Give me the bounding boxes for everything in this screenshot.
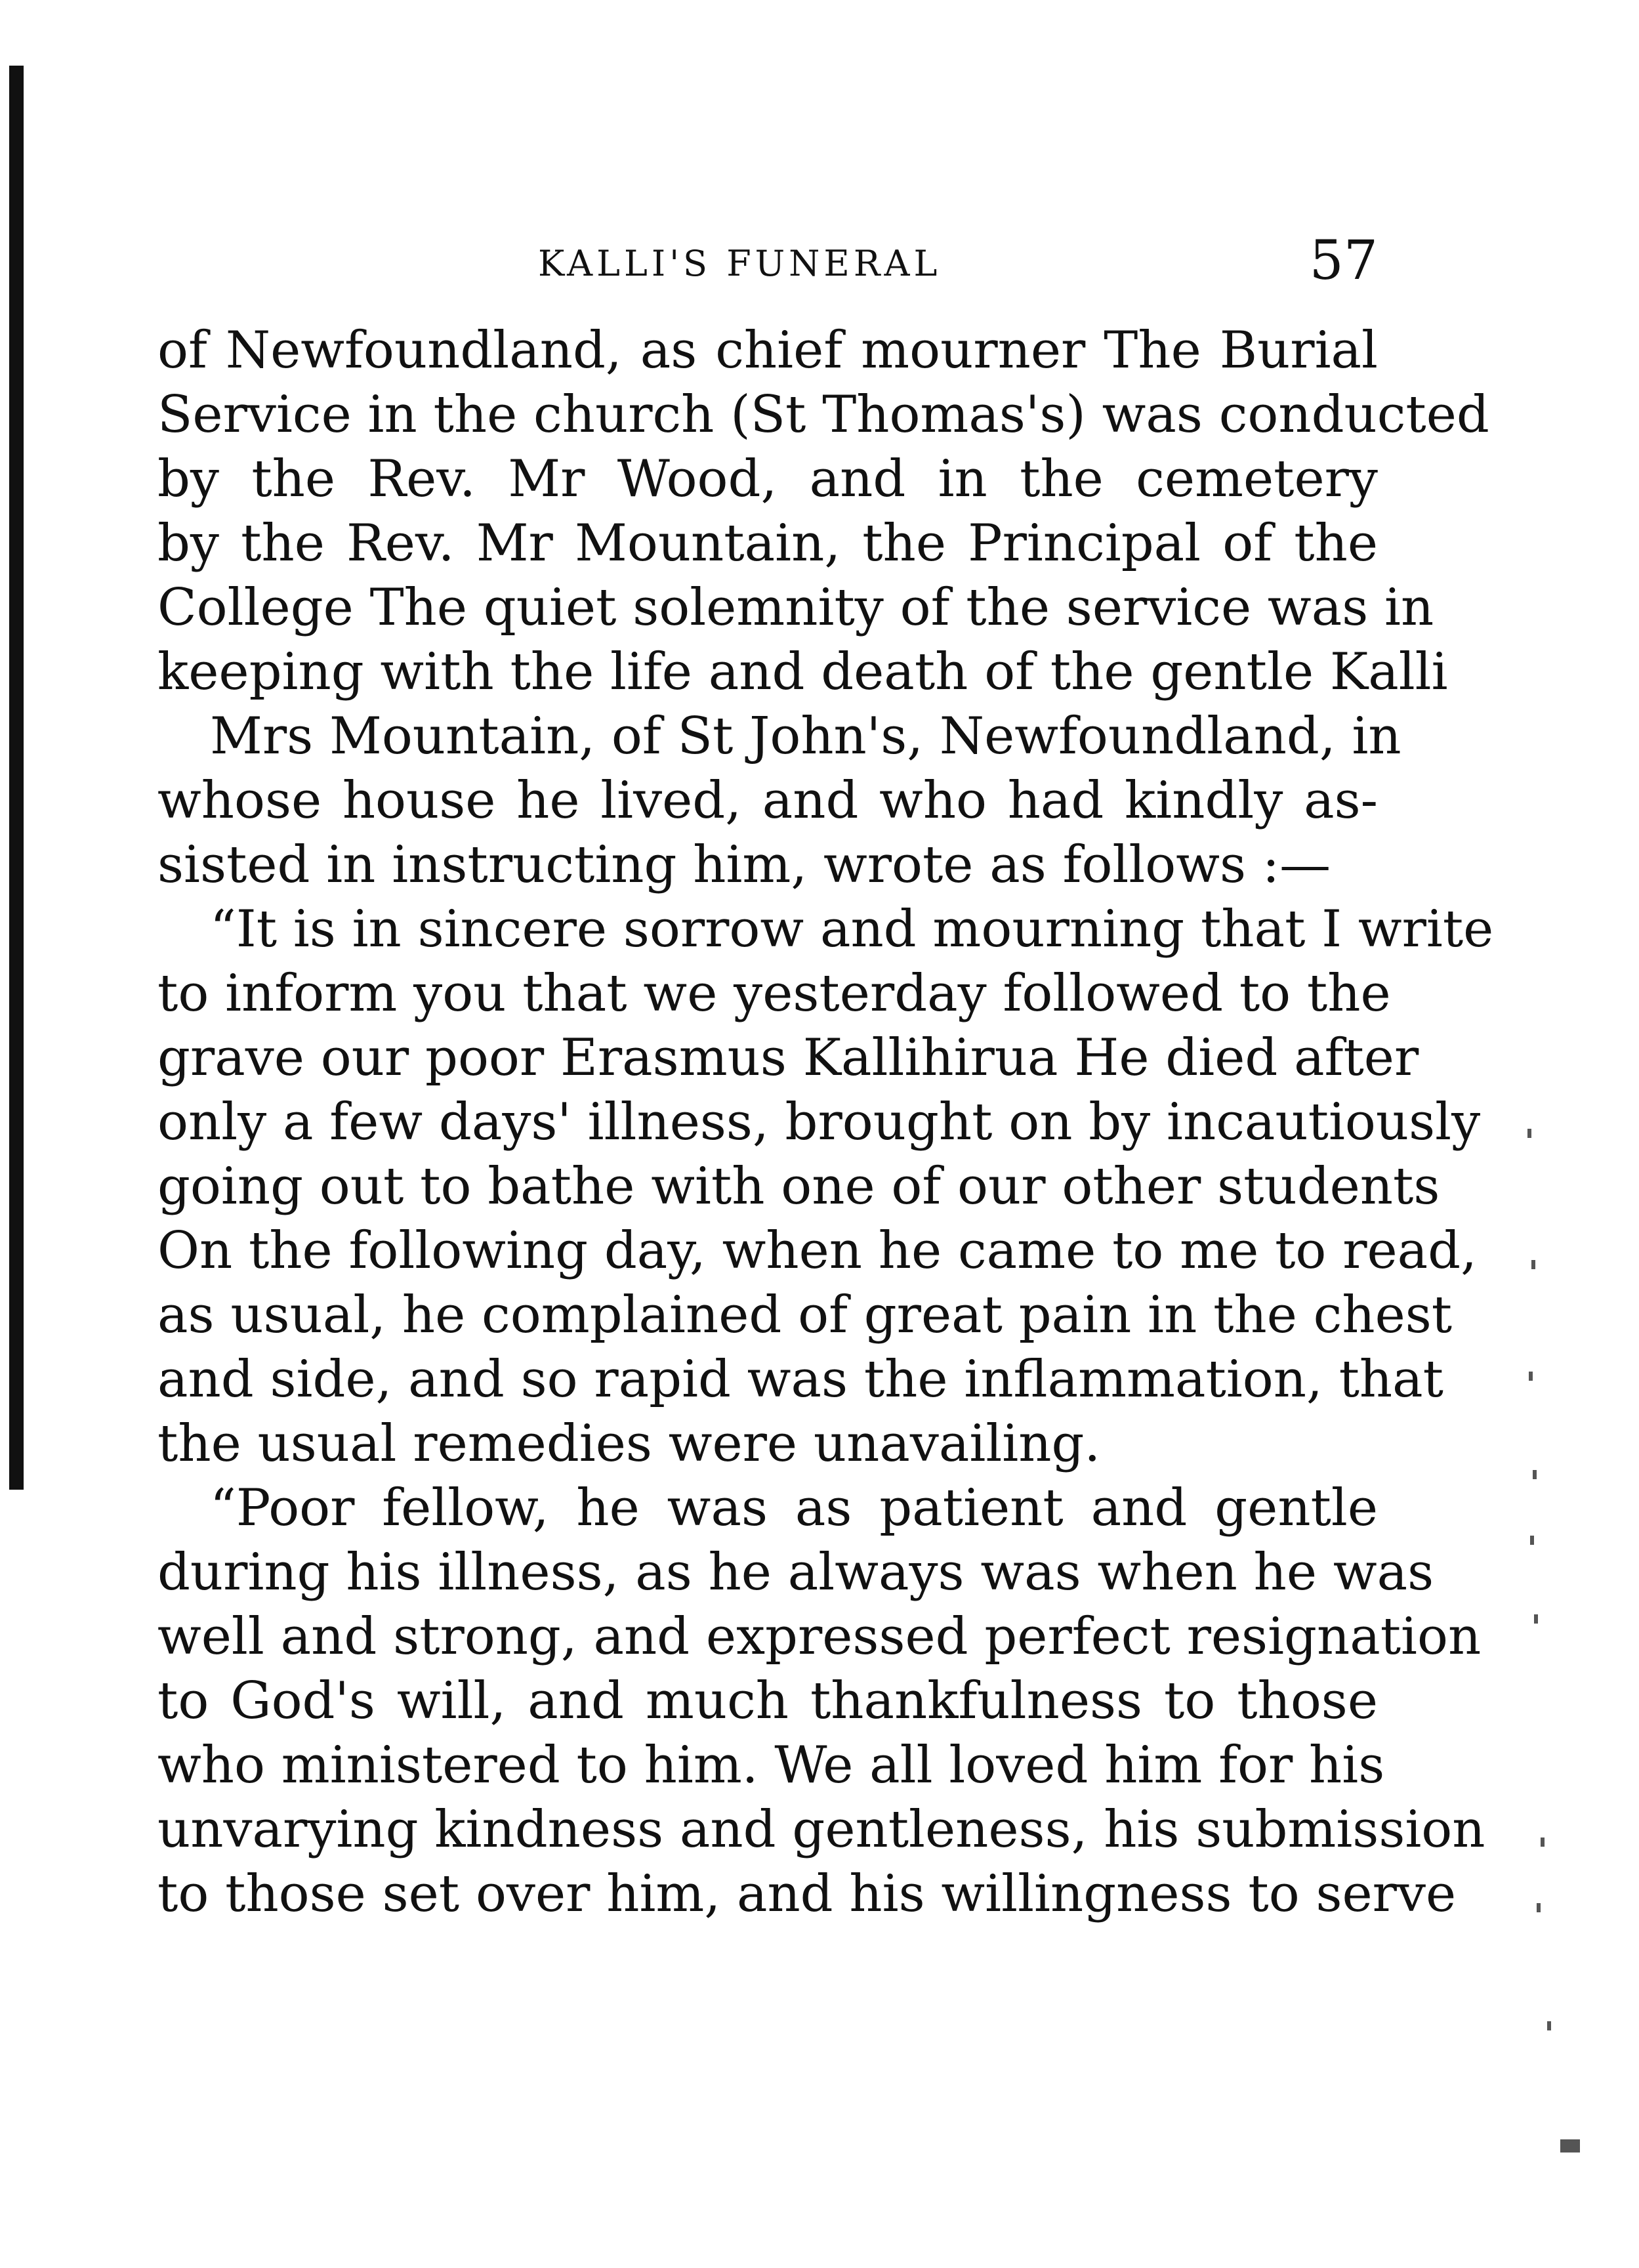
text-line: to inform you that we yesterday followed to the xyxy=(157,964,1391,1023)
text-line: unvarying kindness and gentleness, his submission xyxy=(157,1800,1485,1859)
text-line: to God's will, and much thankfulness to those xyxy=(157,1671,1378,1731)
page-header xyxy=(157,217,1378,308)
text-line: during his illness, as he always was when he was xyxy=(157,1543,1434,1602)
speck xyxy=(1527,1129,1531,1138)
text-line: Service in the church (St Thomas's) was conducted xyxy=(157,385,1489,444)
text-line: well and strong, and expressed perfect resignation xyxy=(157,1607,1482,1666)
speck xyxy=(1541,1838,1545,1847)
text-line: by the Rev. Mr Mountain, the Principal of the xyxy=(157,514,1378,573)
body-text xyxy=(157,318,1494,1926)
text-line: the usual remedies were unavailing. xyxy=(157,1414,1101,1473)
text-line: “Poor fellow, he was as patient and gentle xyxy=(210,1479,1378,1538)
text-line: “It is in sincere sorrow and mourning that I write xyxy=(210,900,1494,959)
text-line: sisted in instructing him, wrote as follows :— xyxy=(157,835,1331,894)
text-line: by the Rev. Mr Wood, and in the cemetery xyxy=(157,450,1378,509)
text-line: who ministered to him. We all loved him for his xyxy=(157,1736,1385,1795)
speck xyxy=(1531,1260,1535,1269)
text-line: grave our poor Erasmus Kallihirua He died after xyxy=(157,1028,1419,1087)
speck xyxy=(1533,1470,1537,1479)
text-line: On the following day, when he came to me to read, xyxy=(157,1221,1477,1280)
text-line: and side, and so rapid was the inflammation, that xyxy=(157,1350,1444,1409)
speck xyxy=(1547,2021,1551,2030)
text-line: as usual, he complained of great pain in the chest xyxy=(157,1286,1453,1345)
binding-edge-shadow xyxy=(9,66,24,1490)
margin-artifacts xyxy=(1521,1116,1600,2231)
text-line: of Newfoundland, as chief mourner The Burial xyxy=(157,321,1378,380)
text-line: whose house he lived, and who had kindly as- xyxy=(157,771,1378,830)
speck xyxy=(1534,1614,1538,1624)
running-head: KALLI'S FUNERAL xyxy=(538,243,942,284)
text-line: to those set over him, and his willingness to serve xyxy=(157,1864,1457,1923)
text-line: only a few days' illness, brought on by incautiously xyxy=(157,1093,1481,1152)
speck xyxy=(1537,1903,1541,1912)
text-line: Mrs Mountain, of St John's, Newfoundland, in xyxy=(210,707,1401,766)
speck xyxy=(1529,1372,1533,1381)
speck xyxy=(1560,2139,1580,2152)
text-line: going out to bathe with one of our other students xyxy=(157,1157,1440,1216)
page-number: 57 xyxy=(1309,230,1378,292)
speck xyxy=(1530,1536,1534,1545)
text-line: College The quiet solemnity of the service was in xyxy=(157,578,1434,637)
text-line: keeping with the life and death of the gentle Kalli xyxy=(157,642,1448,702)
